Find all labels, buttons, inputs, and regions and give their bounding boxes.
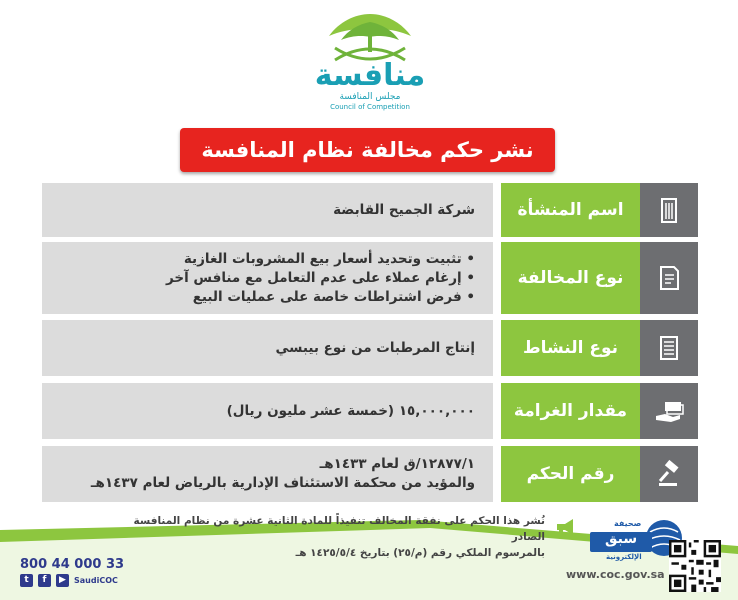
council-logo [300,8,440,126]
row-value-line: ١٢٨٧٧/١/ق لعام ١٤٣٣هـ [319,456,475,472]
website-link[interactable]: www.coc.gov.sa [566,568,665,581]
row-value [42,446,493,502]
social-handle: SaudiCOC [74,576,118,585]
sabq-top: صحيفة [614,519,642,528]
row-value [42,383,493,439]
page-title: نشر حكم مخالفة نظام المنافسة [180,128,555,172]
social-links [20,574,118,587]
document-icon [654,263,684,293]
row-value-line: • تثبيت وتحديد أسعار بيع المشروبات الغازية [183,250,475,267]
sabq-bottom: الإلكترونية [606,553,642,561]
row-label: اسم المنشأة [501,183,640,237]
row-label: مقدار الغرامة [501,383,640,439]
facebook-icon[interactable]: f [38,574,51,587]
row-value-line: • إرغام عملاء على عدم التعامل مع منافس آخر [165,269,475,286]
row-label: نوع المخالفة [501,242,640,314]
row-label: نوع النشاط [501,320,640,376]
info-row-violation [42,242,698,314]
megaphone-icon [553,516,577,538]
row-value [42,320,493,376]
row-value-line: • فرض اشتراطات خاصة على عمليات البيع [192,288,475,305]
row-value-line: إنتاج المرطبات من نوع بيبسي [275,339,475,356]
row-label: رقم الحكم [501,446,640,502]
qr-code-icon [669,540,721,592]
logo-name: منافسة [314,58,426,93]
row-value-line: شركة الجميح القابضة [333,201,475,218]
money-hand-icon [653,396,685,426]
info-row-ruling [42,446,698,502]
gavel-icon [654,459,684,489]
footnote-line: نُشر هذا الحكم على نفقة المخالف تنفيذاً للمادة الثانية عشرة من نظام المنافسة الصادر [133,515,545,543]
info-row-fine [42,383,698,439]
logo-subtitle-ar: مجلس المنافسة [339,92,401,102]
phone-number: 800 44 000 33 [20,557,125,572]
footnote [120,513,545,561]
row-value-line: والمؤيد من محكمة الاستئناف الإدارية بالرياض لعام ١٤٣٧هـ [90,475,475,491]
youtube-icon[interactable]: ▶ [56,574,69,587]
building-icon [654,195,684,225]
footnote-line: بالمرسوم الملكي رقم (م/٢٥) بتاريخ ١٤٢٥/٥/٤ هـ [295,547,545,559]
list-document-icon [654,333,684,363]
twitter-icon[interactable]: t [20,574,33,587]
row-value [42,183,493,237]
info-row-activity [42,320,698,376]
info-row-entity [42,183,698,237]
sabq-name: سبق [605,531,638,547]
row-value [42,242,493,314]
row-value-line: ١٥,٠٠٠,٠٠٠ (خمسة عشر مليون ريال) [226,402,475,419]
logo-subtitle-en: Council of Competition [330,103,410,111]
